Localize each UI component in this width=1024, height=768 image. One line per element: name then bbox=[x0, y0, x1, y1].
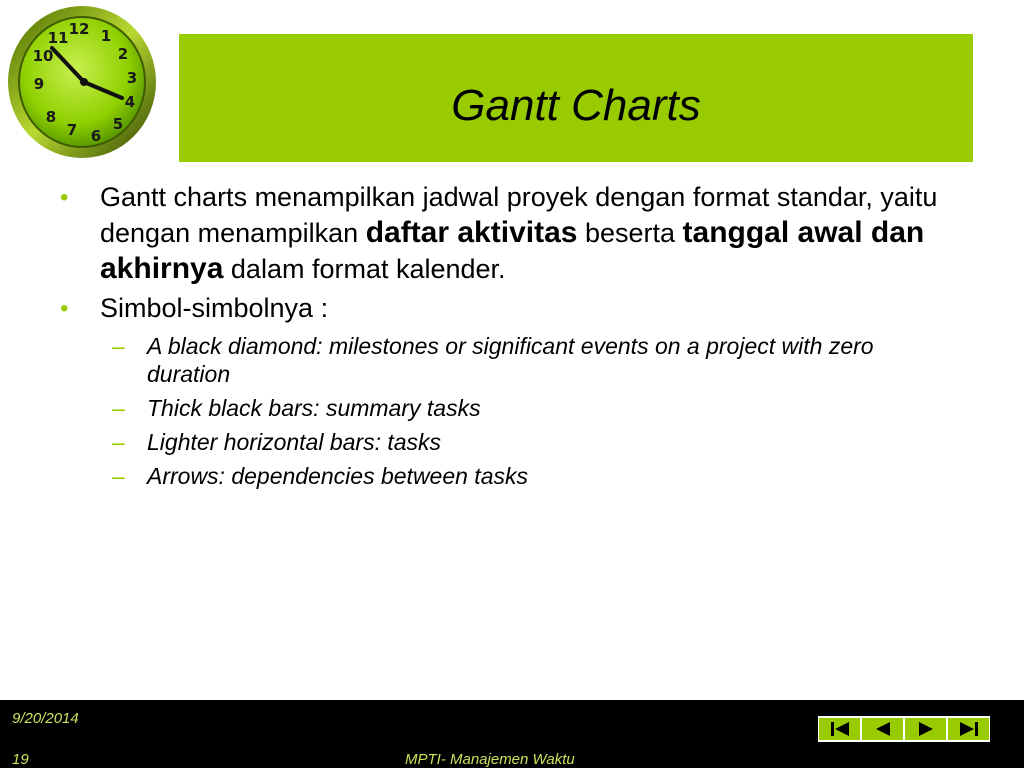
svg-text:1: 1 bbox=[100, 27, 112, 45]
next-slide-button[interactable] bbox=[905, 718, 946, 740]
sub-bullet-mark: – bbox=[112, 333, 125, 359]
bullet-text-part2: beserta bbox=[577, 218, 683, 248]
bullet-gantt-description bbox=[58, 180, 958, 287]
next-slide-icon bbox=[914, 720, 938, 738]
slide-navigation bbox=[818, 716, 990, 742]
bullet-bold-activities: daftar aktivitas bbox=[365, 216, 578, 249]
slide-title: Gantt Charts bbox=[451, 81, 701, 130]
svg-text:5: 5 bbox=[112, 115, 124, 133]
sub-bullet-mark: – bbox=[112, 463, 125, 489]
title-bar bbox=[179, 34, 973, 162]
svg-text:8: 8 bbox=[45, 108, 57, 126]
sub-bullet-text: A black diamond: milestones or significant events on a project with zero duration bbox=[147, 333, 874, 387]
sub-bullet-thick-bars bbox=[58, 394, 958, 422]
sub-bullet-diamond bbox=[58, 332, 958, 388]
svg-text:12: 12 bbox=[68, 20, 90, 38]
sub-bullet-text: Thick black bars: summary tasks bbox=[147, 395, 481, 421]
sub-bullet-text: Arrows: dependencies between tasks bbox=[147, 463, 528, 489]
svg-text:6: 6 bbox=[90, 127, 102, 145]
last-slide-icon bbox=[957, 720, 981, 738]
bullet-bold-dates: tanggal awal dan akhirnya bbox=[100, 216, 925, 285]
sub-bullet-mark: – bbox=[112, 395, 125, 421]
sub-bullet-text: Lighter horizontal bars: tasks bbox=[147, 429, 442, 455]
svg-text:4: 4 bbox=[124, 93, 136, 111]
sub-bullet-mark: – bbox=[112, 429, 125, 455]
svg-text:11: 11 bbox=[47, 29, 69, 47]
slide-content bbox=[58, 180, 958, 490]
bullet-mark: • bbox=[60, 295, 69, 322]
footer-date: 9/20/2014 bbox=[12, 710, 79, 727]
sub-bullet-lighter-bars bbox=[58, 428, 958, 456]
bullet-text: Simbol-simbolnya : bbox=[100, 293, 329, 323]
first-slide-button[interactable] bbox=[819, 718, 860, 740]
bullet-symbols bbox=[58, 291, 958, 326]
clock-icon bbox=[2, 2, 162, 162]
bullet-mark: • bbox=[60, 184, 69, 211]
sub-bullet-arrows bbox=[58, 462, 958, 490]
svg-text:7: 7 bbox=[66, 121, 78, 139]
svg-text:10: 10 bbox=[32, 47, 54, 65]
svg-text:2: 2 bbox=[117, 45, 129, 63]
bullet-text-part1: Gantt charts menampilkan jadwal proyek dengan format standar, yaitu dengan menampilkan bbox=[100, 182, 938, 248]
footer-center-text: MPTI- Manajemen Waktu bbox=[405, 751, 575, 768]
first-slide-icon bbox=[828, 720, 852, 738]
previous-slide-button[interactable] bbox=[862, 718, 903, 740]
previous-slide-icon bbox=[871, 720, 895, 738]
footer-page-number: 19 bbox=[12, 751, 29, 768]
last-slide-button[interactable] bbox=[948, 718, 989, 740]
svg-text:9: 9 bbox=[33, 75, 45, 93]
bullet-text-part3: dalam format kalender. bbox=[223, 254, 506, 284]
svg-text:3: 3 bbox=[126, 69, 138, 87]
